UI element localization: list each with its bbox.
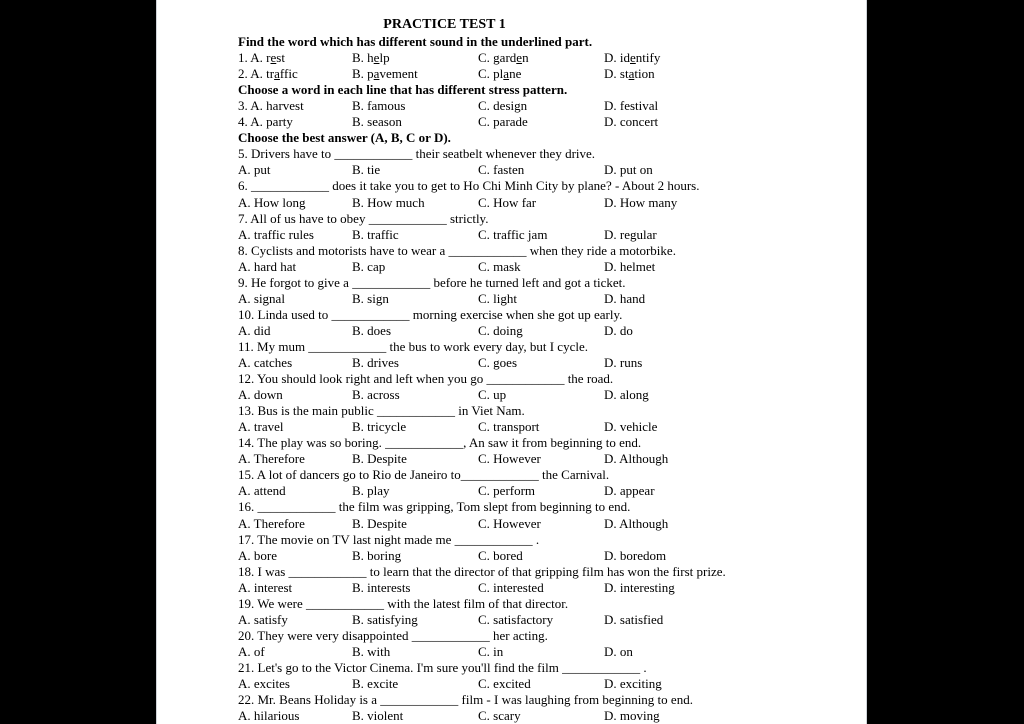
question-text: 8. Cyclists and motorists have to wear a ____________ when they ride a motorbike. xyxy=(238,242,676,258)
document-page xyxy=(156,0,867,724)
answer-option: D. concert xyxy=(604,114,659,130)
answer-option: B. across xyxy=(352,387,400,403)
answer-option: A. of xyxy=(238,643,265,659)
answer-option: C. garden xyxy=(478,50,529,66)
answer-option: D. put on xyxy=(604,162,653,178)
answer-option: A. traffic rules xyxy=(238,226,314,242)
answer-option: A. hilarious xyxy=(238,708,300,724)
question-text: 16. ____________ the film was gripping, Tom slept from beginning to end. xyxy=(238,499,631,515)
answer-option: A. satisfy xyxy=(238,611,288,627)
left-black-margin xyxy=(0,0,156,724)
answer-option: C. scary xyxy=(478,708,521,724)
answer-option: B. tricycle xyxy=(352,419,407,435)
answer-option: A. Therefore xyxy=(238,451,305,467)
answer-option: 3. A. harvest xyxy=(238,98,304,114)
underlined-letter: a xyxy=(274,66,280,82)
answer-option: A. hard hat xyxy=(238,258,297,274)
question-text: 18. I was ____________ to learn that the director of that gripping film has won the first prize. xyxy=(238,563,726,579)
answer-option: D. festival xyxy=(604,98,659,114)
answer-option: C. design xyxy=(478,98,528,114)
page-edge-left xyxy=(156,0,157,724)
answer-option: B. season xyxy=(352,114,402,130)
section-heading: Find the word which has different sound in the underlined part. xyxy=(238,34,593,49)
answer-option: D. Although xyxy=(604,515,669,531)
answer-option: B. drives xyxy=(352,355,399,370)
answer-option: A. bore xyxy=(238,547,277,563)
answer-option: C. transport xyxy=(478,419,540,435)
answer-option: D. vehicle xyxy=(604,419,658,435)
underlined-letter: e xyxy=(270,50,277,66)
answer-option: C. parade xyxy=(478,114,528,130)
answer-option: B. traffic xyxy=(352,226,399,242)
answer-option: B. violent xyxy=(352,708,404,724)
underlined-letter: a xyxy=(373,66,380,82)
answer-option: B. famous xyxy=(352,98,406,114)
answer-option: B. boring xyxy=(352,547,402,563)
underlined-letter: a xyxy=(503,66,510,82)
answer-option: A. catches xyxy=(238,355,293,370)
answer-option: A. excites xyxy=(238,676,290,691)
right-black-margin xyxy=(867,0,1024,724)
question-text: 10. Linda used to ____________ morning exercise when she got up early. xyxy=(238,306,623,322)
answer-option: C. satisfactory xyxy=(478,611,554,627)
answer-option: D. Although xyxy=(604,451,669,467)
answer-option: A. travel xyxy=(238,419,284,435)
answer-option: D. exciting xyxy=(604,676,662,691)
question-text: 15. A lot of dancers go to Rio de Janeiro to____________ the Carnival. xyxy=(238,467,610,483)
answer-option: B. cap xyxy=(352,258,386,274)
question-text: 7. All of us have to obey ____________ strictly. xyxy=(238,210,489,226)
answer-option: C. goes xyxy=(478,355,517,370)
question-text: 13. Bus is the main public ____________ in Viet Nam. xyxy=(238,403,525,419)
answer-option: C. perform xyxy=(478,483,536,499)
question-text: 12. You should look right and left when you go ____________ the road. xyxy=(238,371,614,387)
answer-option: B. satisfying xyxy=(352,611,418,627)
answer-option: A. did xyxy=(238,322,271,338)
section-heading: Choose a word in each line that has different stress pattern. xyxy=(238,82,568,98)
page-title: PRACTICE TEST 1 xyxy=(383,17,506,32)
answer-option: B. excite xyxy=(352,676,399,691)
question-text: 14. The play was so boring. ____________, An saw it from beginning to end. xyxy=(238,435,642,451)
answer-option: B. play xyxy=(352,483,390,499)
question-text: 6. ____________ does it take you to get to Ho Chi Minh City by plane? - About 2 hours. xyxy=(238,178,700,194)
answer-option: B. pavement xyxy=(352,66,418,82)
question-text: 17. The movie on TV last night made me ____________ . xyxy=(238,531,540,547)
answer-option: C. in xyxy=(478,643,504,659)
answer-option: A. How long xyxy=(238,194,306,210)
answer-option: C. up xyxy=(478,387,507,403)
answer-option: B. does xyxy=(352,322,391,338)
answer-option: B. help xyxy=(352,50,390,66)
answer-option: 2. A. traffic xyxy=(238,66,298,82)
answer-option: B. How much xyxy=(352,194,425,210)
answer-option: C. bored xyxy=(478,547,523,563)
answer-option: D. regular xyxy=(604,226,657,242)
answer-option: 1. A. rest xyxy=(238,50,285,66)
answer-option: B. interests xyxy=(352,579,411,595)
question-text: 5. Drivers have to ____________ their seatbelt whenever they drive. xyxy=(238,146,596,162)
answer-option: D. do xyxy=(604,322,633,338)
question-text: 19. We were ____________ with the latest film of that director. xyxy=(238,595,569,611)
question-text: 21. Let's go to the Victor Cinema. I'm sure you'll find the film ____________ . xyxy=(238,659,647,675)
answer-option: D. runs xyxy=(604,355,643,370)
answer-option: A. put xyxy=(238,162,271,178)
question-text: 20. They were very disappointed ____________ her acting. xyxy=(238,627,548,643)
answer-option: C. However xyxy=(478,515,541,531)
question-text: 9. He forgot to give a ____________ before he turned left and got a ticket. xyxy=(238,274,626,290)
section-heading: Choose the best answer (A, B, C or D). xyxy=(238,130,451,146)
answer-option: D. appear xyxy=(604,483,655,499)
answer-option: C. light xyxy=(478,290,518,306)
answer-option: D. interesting xyxy=(604,579,675,595)
answer-option: D. along xyxy=(604,387,649,403)
answer-option: B. sign xyxy=(352,290,389,306)
answer-option: B. with xyxy=(352,643,391,659)
underlined-letter: e xyxy=(630,50,636,66)
answer-option: A. Therefore xyxy=(238,515,305,531)
answer-option: A. down xyxy=(238,387,283,403)
question-text: 22. Mr. Beans Holiday is a ____________ film - I was laughing from beginning to end. xyxy=(238,692,693,708)
answer-option: D. boredom xyxy=(604,547,667,563)
answer-option: C. doing xyxy=(478,322,523,338)
answer-option: D. satisfied xyxy=(604,611,664,627)
answer-option: C. interested xyxy=(478,579,544,595)
answer-option: C. How far xyxy=(478,194,537,210)
answer-option: D. identify xyxy=(604,50,661,66)
answer-option: A. attend xyxy=(238,483,286,499)
answer-option: C. traffic jam xyxy=(478,226,548,242)
answer-option: B. Despite xyxy=(352,451,407,467)
underlined-letter: a xyxy=(628,66,635,82)
answer-option: C. mask xyxy=(478,258,521,274)
answer-option: A. signal xyxy=(238,290,285,306)
answer-option: C. However xyxy=(478,451,541,467)
underlined-letter: e xyxy=(516,50,523,66)
answer-option: D. helmet xyxy=(604,258,656,274)
answer-option: 4. A. party xyxy=(238,114,293,130)
answer-option: A. interest xyxy=(238,579,293,595)
answer-option: C. excited xyxy=(478,676,531,691)
question-text: 11. My mum ____________ the bus to work every day, but I cycle. xyxy=(238,338,588,354)
answer-option: B. Despite xyxy=(352,515,407,531)
answer-option: C. fasten xyxy=(478,162,525,178)
underlined-letter: e xyxy=(373,50,380,66)
answer-option: C. plane xyxy=(478,66,522,82)
answer-option: D. hand xyxy=(604,290,646,306)
answer-option: D. How many xyxy=(604,194,678,210)
answer-option: D. on xyxy=(604,643,633,659)
answer-option: B. tie xyxy=(352,162,381,178)
answer-option: D. moving xyxy=(604,708,660,724)
answer-option: D. station xyxy=(604,66,655,82)
